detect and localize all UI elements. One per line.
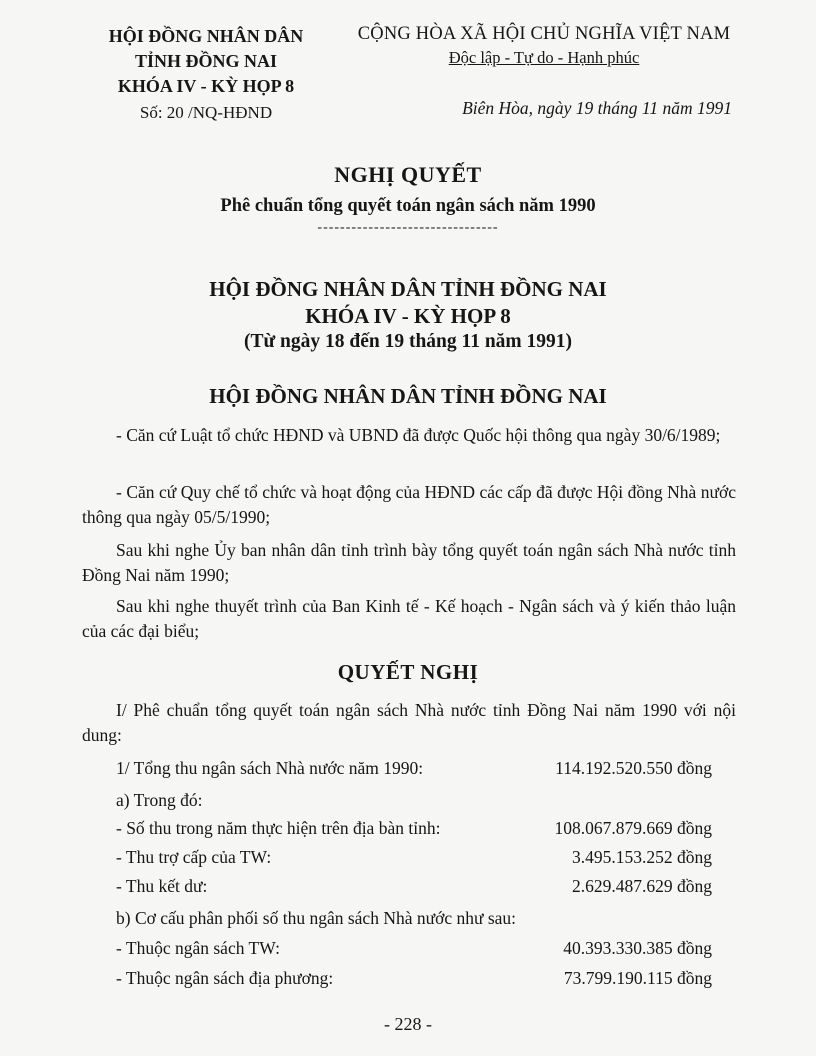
issuer-session: KHÓA IV - KỲ HỌP 8 [117,76,295,96]
budget-line-label: - Số thu trong năm thực hiện trên địa bàn tỉnh: [116,818,441,838]
budget-line-label: - Thuộc ngân sách địa phương: [116,968,334,988]
budget-line-label: 1/ Tổng thu ngân sách Nhà nước năm 1990: [116,758,424,778]
document-number: Số: 20 /NQ-HĐND [139,103,273,122]
issuer-province: TỈNH ĐỒNG NAI [134,51,277,71]
country-name: CỘNG HÒA XÃ HỘI CHỦ NGHĨA VIỆT NAM [357,24,731,44]
budget-line-amount: 108.067.879.669 đồng [554,818,712,838]
budget-line-label: - Thu kết dư: [116,876,208,896]
section-1-paragraph: I/ Phê chuẩn tổng quyết toán ngân sách Nhà nước tỉnh Đồng Nai năm 1990 với nội dung: [82,700,736,745]
council-name: HỘI ĐỒNG NHÂN DÂN TỈNH ĐỒNG NAI [209,277,607,301]
budget-line-amount: 73.799.190.115 đồng [563,968,712,988]
title-divider: -------------------------------- [317,220,499,235]
budget-line-label: - Thu trợ cấp của TW: [116,847,272,867]
council-dates: (Từ ngày 18 đến 19 tháng 11 năm 1991) [243,331,573,352]
budget-line-amount: 114.192.520.550 đồng [555,758,712,778]
national-motto: Độc lập - Tự do - Hạnh phúc [448,48,640,67]
budget-line-amount: 2.629.487.629 đồng [572,876,712,896]
issuer-name: HỘI ĐỒNG NHÂN DÂN [108,26,304,46]
budget-line-label: - Thuộc ngân sách TW: [116,938,280,958]
document-subject: Phê chuẩn tổng quyết toán ngân sách năm 1990 [220,196,596,216]
budget-line-amount: 3.495.153.252 đồng [572,847,712,867]
decision-heading: QUYẾT NGHỊ [337,660,479,684]
council-session: KHÓA IV - KỲ HỌP 8 [305,304,511,328]
body-heading: HỘI ĐỒNG NHÂN DÂN TỈNH ĐỒNG NAI [209,384,607,408]
preamble-paragraph: Sau khi nghe thuyết trình của Ban Kinh tế - Kế hoạch - Ngân sách và ý kiến thảo luận của các đại biểu; [82,596,736,641]
page-number: - 228 - [384,1014,432,1034]
place-date: Biên Hòa, ngày 19 tháng 11 năm 1991 [462,98,732,118]
budget-line-label: a) Trong đó: [116,790,203,810]
budget-line-amount: 40.393.330.385 đồng [563,938,712,958]
document-type-title: NGHỊ QUYẾT [334,162,482,187]
preamble-paragraph: Sau khi nghe Ủy ban nhân dân tỉnh trình bày tổng quyết toán ngân sách Nhà nước tỉnh Đồng Nai năm 1990; [82,540,736,585]
preamble-paragraph: - Căn cứ Luật tổ chức HĐND và UBND đã được Quốc hội thông qua ngày 30/6/1989; [116,425,721,445]
issuer-block [96,24,316,126]
budget-line-label: b) Cơ cấu phân phối số thu ngân sách Nhà nước như sau: [116,908,517,928]
preamble-paragraph: - Căn cứ Quy chế tổ chức và hoạt động của HĐND các cấp đã được Hội đồng Nhà nước thông qua ngày 05/5/1990; [82,482,736,527]
national-header [348,22,740,69]
